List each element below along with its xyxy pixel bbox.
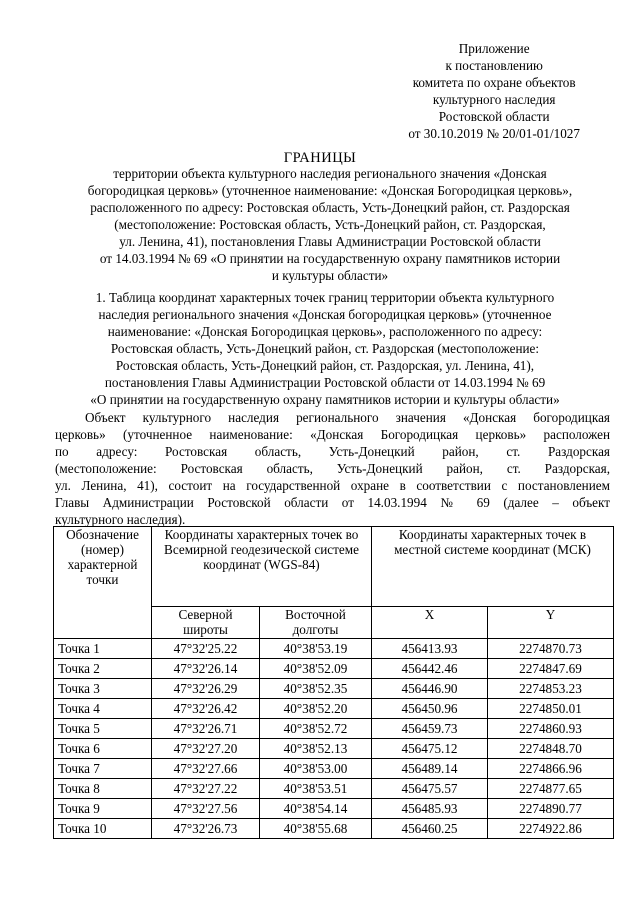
appendix-line: культурного наследия bbox=[432, 92, 556, 107]
appendix-header bbox=[408, 40, 580, 142]
point-east: 40°38'52.72 bbox=[260, 719, 372, 739]
paragraph-line: по адресу: Ростовская область, Усть-Донецкий район, ст. Раздорская bbox=[55, 444, 610, 459]
table-row bbox=[54, 679, 614, 699]
point-x: 456413.93 bbox=[372, 639, 488, 659]
point-north: 47°32'26.42 bbox=[152, 699, 260, 719]
table-row bbox=[54, 659, 614, 679]
table-row bbox=[54, 739, 614, 759]
point-name: Точка 4 bbox=[54, 699, 152, 719]
point-name: Точка 5 bbox=[54, 719, 152, 739]
appendix-line: от 30.10.2019 № 20/01-01/1027 bbox=[408, 126, 580, 141]
point-x: 456460.25 bbox=[372, 819, 488, 839]
coordinates-table bbox=[53, 526, 614, 839]
point-x: 456442.46 bbox=[372, 659, 488, 679]
point-east: 40°38'53.00 bbox=[260, 759, 372, 779]
document-subtitle bbox=[50, 165, 610, 284]
paragraph-line: культурного наследия). bbox=[55, 512, 186, 527]
paragraph-line: (местоположение: Ростовская область, Усть-Донецкий район, ст. Раздорская, bbox=[55, 461, 610, 476]
table-row bbox=[54, 819, 614, 839]
point-name: Точка 8 bbox=[54, 779, 152, 799]
point-x: 456459.73 bbox=[372, 719, 488, 739]
point-x: 456489.14 bbox=[372, 759, 488, 779]
point-y: 2274922.86 bbox=[488, 819, 614, 839]
section-line: Ростовская область, Усть-Донецкий район, ст. Раздорская (местоположение: bbox=[110, 341, 540, 356]
point-y: 2274890.77 bbox=[488, 799, 614, 819]
point-x: 456485.93 bbox=[372, 799, 488, 819]
section-line: наименование: «Донская Богородицкая церковь», расположенного по адресу: bbox=[107, 324, 543, 339]
subtitle-line: и культуры области» bbox=[271, 268, 389, 283]
paragraph-line: церковь» (уточненное наименование: «Донская Богородицкая церковь» расположен bbox=[55, 427, 610, 442]
point-east: 40°38'52.09 bbox=[260, 659, 372, 679]
header-x: X bbox=[372, 607, 488, 639]
point-name: Точка 2 bbox=[54, 659, 152, 679]
table-row bbox=[54, 759, 614, 779]
subtitle-line: расположенного по адресу: Ростовская область, Усть-Донецкий район, ст. Раздорская bbox=[90, 200, 570, 215]
table-row bbox=[54, 799, 614, 819]
header-east: Восточной долготы bbox=[260, 607, 372, 639]
point-east: 40°38'53.51 bbox=[260, 779, 372, 799]
subtitle-line: богородицкая церковь» (уточненное наименование: «Донская Богородицкая церковь», bbox=[87, 183, 573, 198]
point-y: 2274847.69 bbox=[488, 659, 614, 679]
point-east: 40°38'53.19 bbox=[260, 639, 372, 659]
point-name: Точка 9 bbox=[54, 799, 152, 819]
point-x: 456475.57 bbox=[372, 779, 488, 799]
header-wgs: Координаты характерных точек во Всемирной геодезической системе координат (WGS-84) bbox=[152, 527, 372, 607]
point-name: Точка 7 bbox=[54, 759, 152, 779]
header-point: Обозначение (номер) характерной точки bbox=[54, 527, 152, 639]
point-north: 47°32'26.73 bbox=[152, 819, 260, 839]
point-east: 40°38'54.14 bbox=[260, 799, 372, 819]
appendix-line: Приложение bbox=[458, 41, 530, 56]
point-y: 2274853.23 bbox=[488, 679, 614, 699]
subtitle-line: территории объекта культурного наследия регионального значения «Донская bbox=[113, 166, 547, 181]
point-east: 40°38'55.68 bbox=[260, 819, 372, 839]
section-line: постановления Главы Администрации Ростовской области от 14.03.1994 № 69 bbox=[104, 375, 546, 390]
subtitle-line: (местоположение: Ростовская область, Усть-Донецкий район, ст. Раздорская, bbox=[114, 217, 546, 232]
point-north: 47°32'26.14 bbox=[152, 659, 260, 679]
section-line: наследия регионального значения «Донская богородицкая церковь» (уточненное bbox=[98, 307, 552, 322]
point-name: Точка 3 bbox=[54, 679, 152, 699]
section-line: 1. Таблица координат характерных точек границ территории объекта культурного bbox=[95, 290, 555, 305]
point-y: 2274870.73 bbox=[488, 639, 614, 659]
paragraph-line: ул. Ленина, 41), состоит на государственной охране в соответствии с постановлением bbox=[55, 478, 610, 493]
point-name: Точка 10 bbox=[54, 819, 152, 839]
subtitle-line: от 14.03.1994 № 69 «О принятии на государственную охрану памятников истории bbox=[99, 251, 561, 266]
header-y: Y bbox=[488, 607, 614, 639]
document-title: ГРАНИЦЫ bbox=[283, 150, 357, 166]
table-row bbox=[54, 719, 614, 739]
point-north: 47°32'26.71 bbox=[152, 719, 260, 739]
point-north: 47°32'26.29 bbox=[152, 679, 260, 699]
point-north: 47°32'27.20 bbox=[152, 739, 260, 759]
point-north: 47°32'25.22 bbox=[152, 639, 260, 659]
body-paragraph bbox=[55, 409, 610, 528]
header-msk: Координаты характерных точек в местной системе координат (МСК) bbox=[372, 527, 614, 607]
paragraph-line: Главы Администрации Ростовской области от 14.03.1994 № 69 (далее – объект bbox=[55, 495, 610, 510]
subtitle-line: ул. Ленина, 41), постановления Главы Администрации Ростовской области bbox=[119, 234, 541, 249]
table-row bbox=[54, 639, 614, 659]
appendix-line: Ростовской области bbox=[438, 109, 550, 124]
point-y: 2274860.93 bbox=[488, 719, 614, 739]
point-north: 47°32'27.66 bbox=[152, 759, 260, 779]
point-east: 40°38'52.20 bbox=[260, 699, 372, 719]
appendix-line: к постановлению bbox=[445, 58, 543, 73]
point-y: 2274866.96 bbox=[488, 759, 614, 779]
point-north: 47°32'27.56 bbox=[152, 799, 260, 819]
section-line: «О принятии на государственную охрану памятников истории и культуры области» bbox=[90, 392, 560, 407]
point-x: 456450.96 bbox=[372, 699, 488, 719]
point-name: Точка 6 bbox=[54, 739, 152, 759]
section-line: Ростовская область, Усть-Донецкий район, ст. Раздорская, ул. Ленина, 41), bbox=[115, 358, 535, 373]
table-row bbox=[54, 699, 614, 719]
point-x: 456446.90 bbox=[372, 679, 488, 699]
header-north: Северной широты bbox=[152, 607, 260, 639]
point-x: 456475.12 bbox=[372, 739, 488, 759]
point-east: 40°38'52.13 bbox=[260, 739, 372, 759]
point-north: 47°32'27.22 bbox=[152, 779, 260, 799]
point-east: 40°38'52.35 bbox=[260, 679, 372, 699]
point-y: 2274877.65 bbox=[488, 779, 614, 799]
paragraph-line: Объект культурного наследия регионального значения «Донская богородицкая bbox=[85, 410, 610, 425]
point-y: 2274850.01 bbox=[488, 699, 614, 719]
section-heading bbox=[40, 289, 610, 408]
table-row bbox=[54, 779, 614, 799]
point-name: Точка 1 bbox=[54, 639, 152, 659]
appendix-line: комитета по охране объектов bbox=[412, 75, 576, 90]
point-y: 2274848.70 bbox=[488, 739, 614, 759]
